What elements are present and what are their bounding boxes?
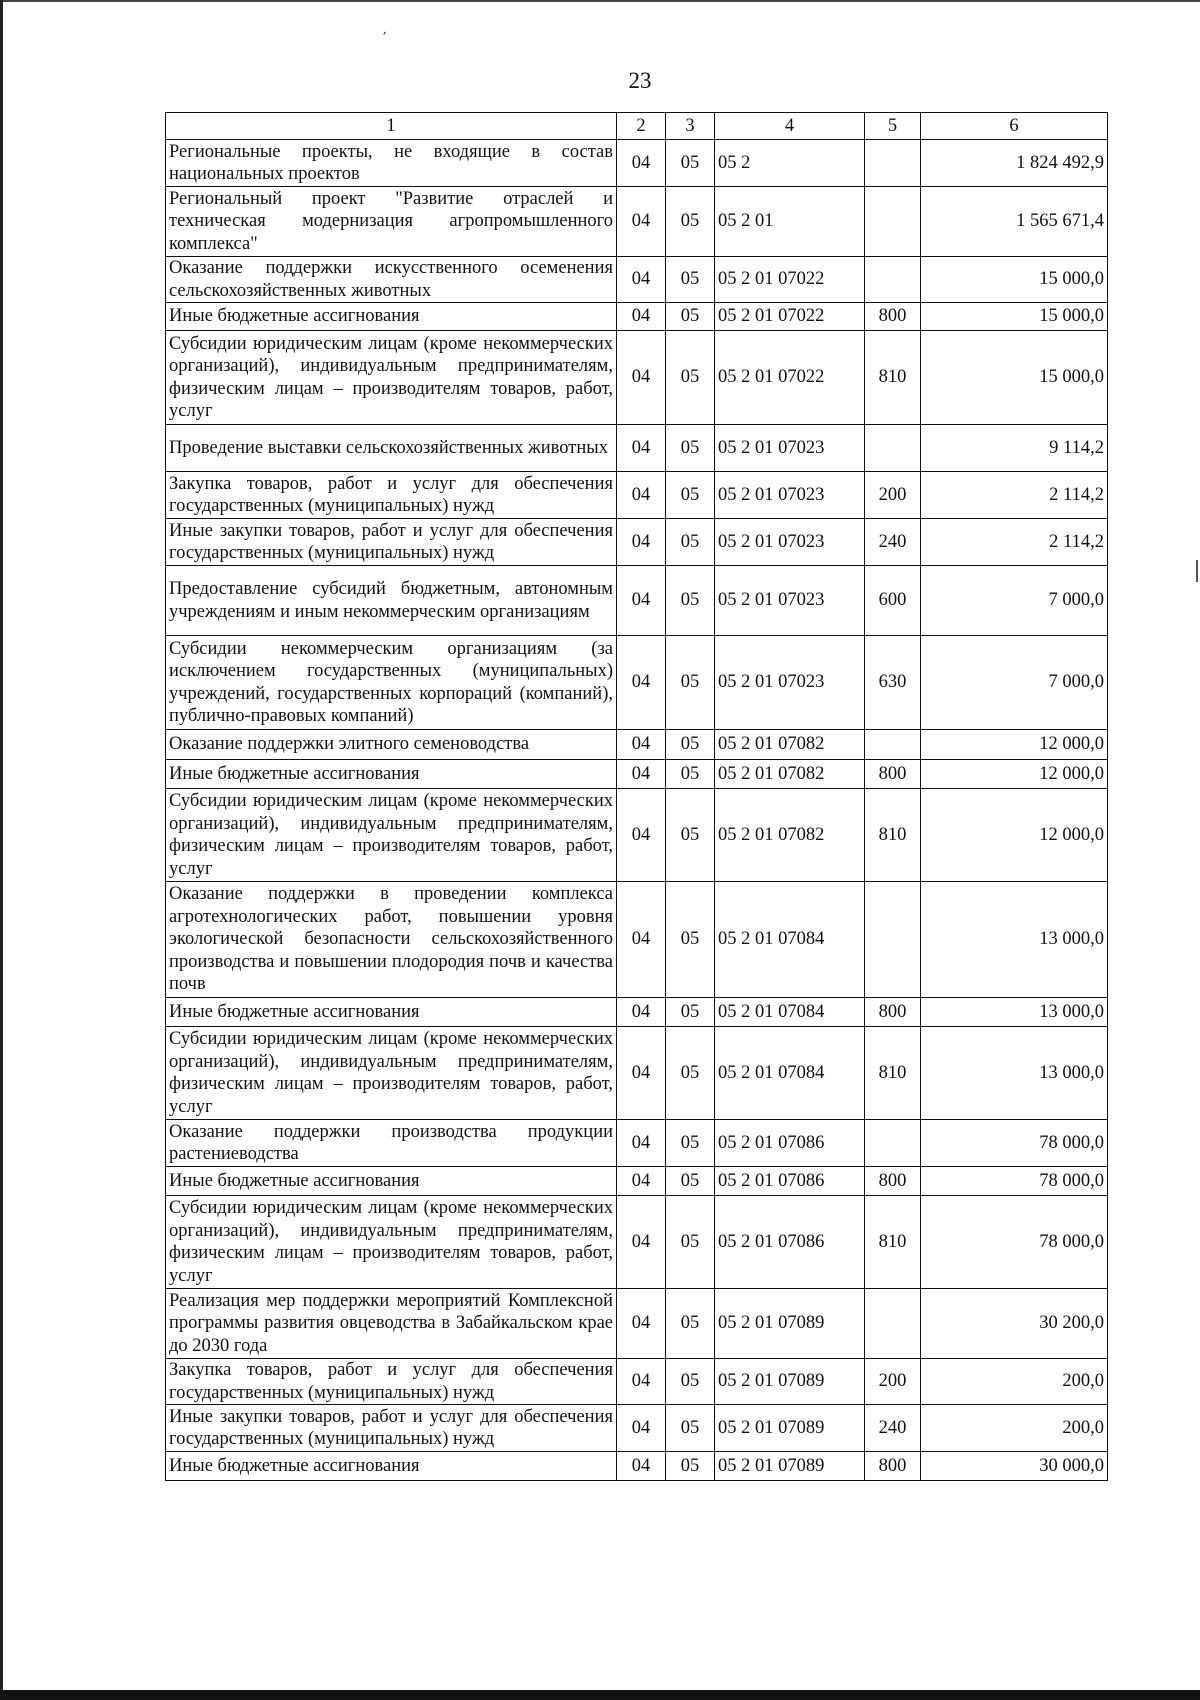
row-name: Региональный проект "Развитие отраслей и техническая модернизация агропромышленного комплекса" bbox=[166, 187, 617, 257]
row-expense-type: 810 bbox=[865, 331, 921, 425]
row-amount: 78 000,0 bbox=[921, 1196, 1108, 1289]
table-row bbox=[166, 425, 1108, 472]
table-row bbox=[166, 1452, 1108, 1481]
row-subsection: 05 bbox=[666, 1289, 715, 1359]
row-name: Реализация мер поддержки мероприятий Комплексной программы развития овцеводства в Забайкальском крае до 2030 года bbox=[166, 1289, 617, 1359]
row-target-code: 05 2 bbox=[715, 140, 865, 187]
row-target-code: 05 2 01 07023 bbox=[715, 519, 865, 566]
row-amount: 13 000,0 bbox=[921, 882, 1108, 998]
row-subsection: 05 bbox=[666, 1452, 715, 1481]
row-expense-type bbox=[865, 140, 921, 187]
table-row bbox=[166, 257, 1108, 303]
table-row bbox=[166, 566, 1108, 636]
table-row bbox=[166, 1405, 1108, 1452]
row-target-code: 05 2 01 bbox=[715, 187, 865, 257]
row-subsection: 05 bbox=[666, 303, 715, 331]
row-section: 04 bbox=[617, 1196, 666, 1289]
row-name: Иные бюджетные ассигнования bbox=[166, 760, 617, 789]
table-row bbox=[166, 519, 1108, 566]
row-section: 04 bbox=[617, 472, 666, 519]
row-subsection: 05 bbox=[666, 1120, 715, 1167]
row-section: 04 bbox=[617, 636, 666, 730]
row-target-code: 05 2 01 07084 bbox=[715, 1027, 865, 1120]
row-section: 04 bbox=[617, 1405, 666, 1452]
table-row bbox=[166, 187, 1108, 257]
row-name: Закупка товаров, работ и услуг для обеспечения государственных (муниципальных) нужд bbox=[166, 472, 617, 519]
row-name: Проведение выставки сельскохозяйственных животных bbox=[166, 425, 617, 472]
row-amount: 12 000,0 bbox=[921, 760, 1108, 789]
row-target-code: 05 2 01 07089 bbox=[715, 1405, 865, 1452]
row-target-code: 05 2 01 07084 bbox=[715, 882, 865, 998]
row-expense-type: 810 bbox=[865, 1027, 921, 1120]
row-subsection: 05 bbox=[666, 187, 715, 257]
row-amount: 15 000,0 bbox=[921, 331, 1108, 425]
row-subsection: 05 bbox=[666, 730, 715, 760]
row-section: 04 bbox=[617, 566, 666, 636]
row-section: 04 bbox=[617, 1289, 666, 1359]
row-expense-type bbox=[865, 1120, 921, 1167]
row-expense-type: 200 bbox=[865, 1359, 921, 1405]
row-target-code: 05 2 01 07022 bbox=[715, 303, 865, 331]
row-target-code: 05 2 01 07086 bbox=[715, 1120, 865, 1167]
row-expense-type: 800 bbox=[865, 998, 921, 1027]
row-name: Иные бюджетные ассигнования bbox=[166, 998, 617, 1027]
row-amount: 200,0 bbox=[921, 1359, 1108, 1405]
table-row bbox=[166, 760, 1108, 789]
table-row bbox=[166, 303, 1108, 331]
row-target-code: 05 2 01 07086 bbox=[715, 1196, 865, 1289]
row-expense-type bbox=[865, 425, 921, 472]
row-name: Субсидии юридическим лицам (кроме некоммерческих организаций), индивидуальным предпринимателям, физическим лицам – производителям товаров, работ, услуг bbox=[166, 331, 617, 425]
row-section: 04 bbox=[617, 998, 666, 1027]
table-row bbox=[166, 636, 1108, 730]
row-section: 04 bbox=[617, 1120, 666, 1167]
row-amount: 2 114,2 bbox=[921, 472, 1108, 519]
header-col-3: 3 bbox=[666, 113, 715, 140]
row-amount: 12 000,0 bbox=[921, 789, 1108, 882]
row-target-code: 05 2 01 07022 bbox=[715, 257, 865, 303]
row-name: Оказание поддержки искусственного осеменения сельскохозяйственных животных bbox=[166, 257, 617, 303]
row-amount: 15 000,0 bbox=[921, 257, 1108, 303]
row-amount: 30 000,0 bbox=[921, 1452, 1108, 1481]
row-amount: 13 000,0 bbox=[921, 998, 1108, 1027]
row-section: 04 bbox=[617, 1359, 666, 1405]
row-expense-type: 240 bbox=[865, 519, 921, 566]
row-section: 04 bbox=[617, 1452, 666, 1481]
table-row bbox=[166, 1289, 1108, 1359]
row-expense-type: 810 bbox=[865, 1196, 921, 1289]
row-section: 04 bbox=[617, 730, 666, 760]
row-amount: 1 824 492,9 bbox=[921, 140, 1108, 187]
row-target-code: 05 2 01 07089 bbox=[715, 1359, 865, 1405]
row-expense-type: 800 bbox=[865, 760, 921, 789]
row-expense-type: 600 bbox=[865, 566, 921, 636]
row-name: Иные бюджетные ассигнования bbox=[166, 1452, 617, 1481]
row-amount: 13 000,0 bbox=[921, 1027, 1108, 1120]
row-expense-type: 800 bbox=[865, 303, 921, 331]
table-row bbox=[166, 998, 1108, 1027]
row-target-code: 05 2 01 07089 bbox=[715, 1289, 865, 1359]
row-target-code: 05 2 01 07023 bbox=[715, 566, 865, 636]
row-section: 04 bbox=[617, 331, 666, 425]
header-col-2: 2 bbox=[617, 113, 666, 140]
row-section: 04 bbox=[617, 257, 666, 303]
scan-edge-top bbox=[0, 0, 1200, 2]
row-amount: 9 114,2 bbox=[921, 425, 1108, 472]
row-name: Оказание поддержки элитного семеноводства bbox=[166, 730, 617, 760]
row-name: Региональные проекты, не входящие в состав национальных проектов bbox=[166, 140, 617, 187]
scan-edge-bottom bbox=[0, 1690, 1200, 1700]
row-expense-type: 200 bbox=[865, 472, 921, 519]
row-target-code: 05 2 01 07022 bbox=[715, 331, 865, 425]
row-amount: 7 000,0 bbox=[921, 636, 1108, 730]
row-name: Оказание поддержки в проведении комплекса агротехнологических работ, повышении уровня экологической безопасности сельскохозяйственного производства и повышении плодородия почв и качества почв bbox=[166, 882, 617, 998]
row-expense-type: 630 bbox=[865, 636, 921, 730]
table-row bbox=[166, 140, 1108, 187]
row-subsection: 05 bbox=[666, 636, 715, 730]
row-target-code: 05 2 01 07023 bbox=[715, 472, 865, 519]
header-col-5: 5 bbox=[865, 113, 921, 140]
page-number: 23 bbox=[628, 68, 652, 93]
row-subsection: 05 bbox=[666, 1405, 715, 1452]
scan-mark bbox=[1196, 560, 1198, 582]
row-expense-type: 240 bbox=[865, 1405, 921, 1452]
scan-edge-left bbox=[0, 0, 3, 1700]
row-amount: 12 000,0 bbox=[921, 730, 1108, 760]
row-expense-type: 800 bbox=[865, 1167, 921, 1196]
row-target-code: 05 2 01 07082 bbox=[715, 730, 865, 760]
row-subsection: 05 bbox=[666, 1196, 715, 1289]
row-expense-type bbox=[865, 257, 921, 303]
row-target-code: 05 2 01 07023 bbox=[715, 425, 865, 472]
row-amount: 30 200,0 bbox=[921, 1289, 1108, 1359]
row-amount: 2 114,2 bbox=[921, 519, 1108, 566]
row-subsection: 05 bbox=[666, 472, 715, 519]
row-subsection: 05 bbox=[666, 140, 715, 187]
row-name: Закупка товаров, работ и услуг для обеспечения государственных (муниципальных) нужд bbox=[166, 1359, 617, 1405]
row-name: Иные закупки товаров, работ и услуг для обеспечения государственных (муниципальных) нужд bbox=[166, 519, 617, 566]
table-row bbox=[166, 789, 1108, 882]
header-col-6: 6 bbox=[921, 113, 1108, 140]
table-row bbox=[166, 1027, 1108, 1120]
row-amount: 15 000,0 bbox=[921, 303, 1108, 331]
row-subsection: 05 bbox=[666, 519, 715, 566]
row-section: 04 bbox=[617, 760, 666, 789]
row-expense-type bbox=[865, 187, 921, 257]
row-section: 04 bbox=[617, 882, 666, 998]
table-row bbox=[166, 1167, 1108, 1196]
row-section: 04 bbox=[617, 303, 666, 331]
row-expense-type bbox=[865, 1289, 921, 1359]
row-section: 04 bbox=[617, 425, 666, 472]
row-target-code: 05 2 01 07023 bbox=[715, 636, 865, 730]
row-expense-type: 800 bbox=[865, 1452, 921, 1481]
row-name: Субсидии юридическим лицам (кроме некоммерческих организаций), индивидуальным предпринимателям, физическим лицам – производителям товаров, работ, услуг bbox=[166, 1196, 617, 1289]
row-amount: 7 000,0 bbox=[921, 566, 1108, 636]
row-name: Субсидии юридическим лицам (кроме некоммерческих организаций), индивидуальным предпринимателям, физическим лицам – производителям товаров, работ, услуг bbox=[166, 1027, 617, 1120]
header-col-1: 1 bbox=[166, 113, 617, 140]
row-name: Предоставление субсидий бюджетным, автономным учреждениям и иным некоммерческим организациям bbox=[166, 566, 617, 636]
row-subsection: 05 bbox=[666, 1359, 715, 1405]
row-expense-type bbox=[865, 730, 921, 760]
row-subsection: 05 bbox=[666, 566, 715, 636]
row-subsection: 05 bbox=[666, 1027, 715, 1120]
budget-table bbox=[165, 112, 1108, 1481]
row-subsection: 05 bbox=[666, 882, 715, 998]
table-row bbox=[166, 730, 1108, 760]
row-section: 04 bbox=[617, 187, 666, 257]
row-name: Субсидии юридическим лицам (кроме некоммерческих организаций), индивидуальным предпринимателям, физическим лицам – производителям товаров, работ, услуг bbox=[166, 789, 617, 882]
row-subsection: 05 bbox=[666, 1167, 715, 1196]
row-section: 04 bbox=[617, 1027, 666, 1120]
row-target-code: 05 2 01 07089 bbox=[715, 1452, 865, 1481]
row-name: Иные закупки товаров, работ и услуг для обеспечения государственных (муниципальных) нужд bbox=[166, 1405, 617, 1452]
stray-pen-mark: ˊ bbox=[381, 29, 392, 48]
row-amount: 200,0 bbox=[921, 1405, 1108, 1452]
header-col-4: 4 bbox=[715, 113, 865, 140]
row-section: 04 bbox=[617, 140, 666, 187]
row-target-code: 05 2 01 07082 bbox=[715, 789, 865, 882]
row-subsection: 05 bbox=[666, 425, 715, 472]
table-row bbox=[166, 331, 1108, 425]
row-name: Иные бюджетные ассигнования bbox=[166, 303, 617, 331]
row-section: 04 bbox=[617, 519, 666, 566]
row-target-code: 05 2 01 07084 bbox=[715, 998, 865, 1027]
row-name: Иные бюджетные ассигнования bbox=[166, 1167, 617, 1196]
row-subsection: 05 bbox=[666, 998, 715, 1027]
row-subsection: 05 bbox=[666, 331, 715, 425]
row-target-code: 05 2 01 07086 bbox=[715, 1167, 865, 1196]
row-subsection: 05 bbox=[666, 760, 715, 789]
table-row bbox=[166, 882, 1108, 998]
table-row bbox=[166, 1196, 1108, 1289]
row-expense-type: 810 bbox=[865, 789, 921, 882]
row-amount: 1 565 671,4 bbox=[921, 187, 1108, 257]
row-amount: 78 000,0 bbox=[921, 1167, 1108, 1196]
table-row bbox=[166, 1359, 1108, 1405]
row-expense-type bbox=[865, 882, 921, 998]
row-amount: 78 000,0 bbox=[921, 1120, 1108, 1167]
row-target-code: 05 2 01 07082 bbox=[715, 760, 865, 789]
row-section: 04 bbox=[617, 1167, 666, 1196]
table-row bbox=[166, 1120, 1108, 1167]
row-subsection: 05 bbox=[666, 789, 715, 882]
table-row bbox=[166, 472, 1108, 519]
row-section: 04 bbox=[617, 789, 666, 882]
header-row bbox=[166, 113, 1108, 140]
row-name: Оказание поддержки производства продукции растениеводства bbox=[166, 1120, 617, 1167]
row-subsection: 05 bbox=[666, 257, 715, 303]
row-name: Субсидии некоммерческим организациям (за исключением государственных (муниципальных) учреждений, государственных корпораций (компаний), публично-правовых компаний) bbox=[166, 636, 617, 730]
